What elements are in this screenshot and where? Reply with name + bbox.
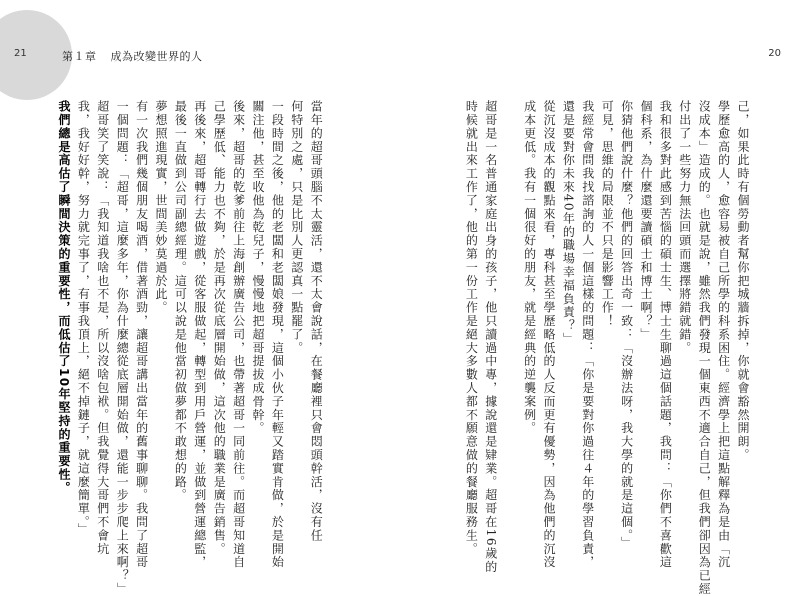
text-column: 還是要對你未來40年的職場幸福負責？」 bbox=[561, 100, 576, 346]
text-column: 己，如果此時有個勞動者幫你把城牆拆掉，你就會豁然開朗。 bbox=[736, 100, 750, 462]
text-column: 超哥是一名普通家庭出身的孩子，他只讀過中專，據說還是肄業。超哥在16歲的 bbox=[483, 100, 498, 574]
page-number-right: 20 bbox=[768, 48, 781, 59]
chapter-header bbox=[62, 48, 203, 64]
text-column: 關注他，甚至收他為乾兒子，慢慢地把超哥提拔成骨幹。 bbox=[251, 100, 265, 435]
text-column: 沒成本」造成的。也就是說，雖然我們發現一個東西不適合自己，但我們卻因為已經 bbox=[697, 100, 712, 596]
text-column: 我們總是高估了瞬間決策的重要性，而低估了10年堅持的重要性。 bbox=[57, 100, 71, 495]
text-column: 夢想照進現實，世間美妙莫過於此。 bbox=[154, 100, 168, 315]
text-column: 超哥笑了笑說：「我知道我啥也不是，所以沒啥包袱。但我覺得大哥們不會坑 bbox=[95, 100, 110, 556]
text-column: 何特別之處，只是比別人更認真一點罷了。 bbox=[289, 100, 304, 355]
text-column: 我，我好好幹，努力就完事了，有事我頂上，絕不掉鏈子，就這麼簡單。」 bbox=[76, 100, 91, 537]
chapter-number: 第１章 bbox=[62, 50, 97, 63]
text-column: 己學歷低、能力也不夠，於是再次從底層開始做，這次他的職業是廣告銷售。 bbox=[212, 100, 227, 556]
text-column: 從沉沒成本的觀點來看，專科甚至學歷略低的人反而更有優勢，因為他們的沉沒 bbox=[542, 100, 556, 569]
chapter-title: 成為改變世界的人 bbox=[110, 50, 203, 63]
text-column: 付出了一些努力無法回頭而選擇將錯就錯。 bbox=[677, 100, 692, 355]
text-column: 可見，思維的局限並不只是影響工作！ bbox=[600, 100, 615, 328]
text-column: 我和很多對此感到苦惱的碩士生、博士生聊過這個話題，我問：「你們不喜歡這 bbox=[658, 100, 673, 569]
text-column: 成本更低。我有一個很好的朋友，就是經典的逆襲案例。 bbox=[522, 100, 537, 435]
text-column: 有一次我們幾個朋友喝酒，借著酒勁，讓超哥講出當年的舊事聊聊。我問了超哥 bbox=[134, 100, 149, 569]
text-column: 再後來，超哥轉行去做遊戲，從客服做起，轉型到用戶營運，並做到營運總監， bbox=[192, 100, 207, 569]
text-column: 一段時間之後，他的老闆和老闆娘發現，這個小伙子年輕又踏實肯做，於是開始 bbox=[270, 100, 285, 569]
page-number-left: 21 bbox=[14, 48, 27, 59]
text-column: 最後一直做到公司副總經理。這可以說是他當初做夢都不敢想的路。 bbox=[173, 100, 188, 502]
text-column: 學歷愈高的人，愈容易被自己所學的科系困住。經濟學上把這點解釋為是由「沉 bbox=[716, 100, 731, 569]
text-column: 你猜他們說什麼？他們的回答出奇一致：「沒辦法呀，我大學的就是這個。」 bbox=[619, 100, 634, 550]
text-column: 我經常會問我找諮詢的人一個這樣的問題：「你是要對你過往４年的學習負責， bbox=[580, 100, 595, 569]
text-column: 當年的超哥頭腦不太靈活，還不太會說話，在餐廳裡只會悶頭幹活，沒有任 bbox=[309, 100, 324, 543]
text-column: 個科系，為什麼還要讀碩士和博士啊？」 bbox=[639, 100, 653, 342]
text-column: 一個問題：「超哥，這麼多年，你為什麼總從底層開始做，還能一步步爬上來啊？」 bbox=[115, 100, 130, 596]
text-column: 後來，超哥的乾爹前往上海創辦廣告公司，也帶著超哥一同前往。而超哥知道自 bbox=[231, 100, 246, 569]
text-column: 時候就出來工作了，他的第一份工作是絕大多數人都不願意做的餐廳服務生。 bbox=[464, 100, 479, 556]
